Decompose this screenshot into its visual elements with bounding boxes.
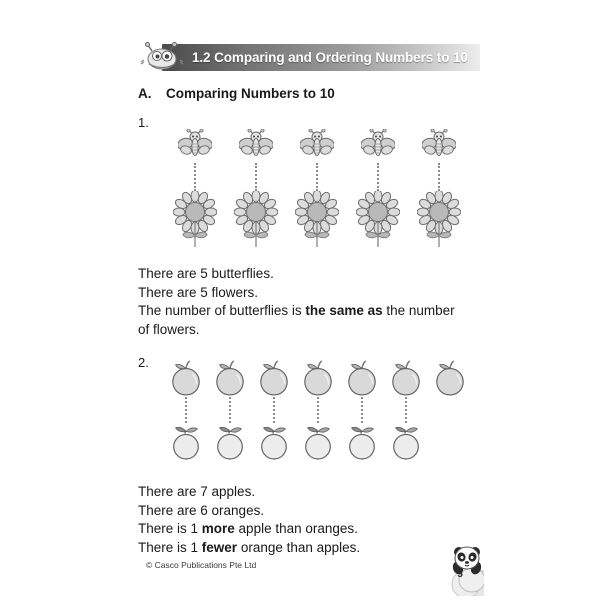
orange-icon	[340, 423, 384, 461]
question-2-statements	[138, 483, 468, 557]
copyright-notice: © Casco Publications Pte Ltd	[146, 560, 257, 570]
statement-text: There is 1	[138, 539, 202, 555]
dotted-connector	[408, 163, 469, 191]
flower-icon	[225, 191, 286, 249]
statement-text: The number of butterflies is	[138, 303, 306, 318]
question-number: 1.	[138, 115, 149, 130]
section-heading	[138, 86, 468, 101]
apple-icon	[296, 359, 340, 397]
connector-row-q2	[164, 397, 468, 423]
chapter-header-bar	[162, 44, 480, 71]
statement-line	[138, 520, 468, 539]
apple-icon	[340, 359, 384, 397]
orange-row	[164, 423, 468, 473]
orange-icon	[384, 423, 428, 461]
statement-text: There is 1	[138, 521, 202, 536]
statement-line: There are 5 flowers.	[138, 284, 259, 300]
butterfly-icon	[225, 129, 286, 163]
dotted-connector	[340, 397, 384, 423]
statement-line: There are 5 butterflies.	[138, 266, 274, 281]
orange-icon	[252, 423, 296, 461]
cartoon-bug-mascot-icon	[140, 42, 184, 74]
dotted-connector	[208, 397, 252, 423]
butterfly-icon	[408, 129, 469, 163]
butterfly-icon	[164, 129, 225, 163]
dotted-connector	[164, 163, 225, 191]
statement-text: the number of flowers.	[138, 303, 455, 337]
orange-icon	[296, 423, 340, 461]
flower-icon	[286, 191, 347, 249]
apple-icon	[428, 359, 472, 397]
butterfly-row	[164, 115, 468, 163]
statement-keyword: more	[201, 521, 235, 536]
statement-line: There are 6 oranges.	[138, 502, 265, 518]
apple-icon	[384, 359, 428, 397]
orange-icon	[164, 423, 208, 461]
chapter-title: 1.2 Comparing and Ordering Numbers to 10	[192, 50, 468, 65]
section-letter: A.	[138, 86, 152, 101]
question-1	[138, 115, 468, 339]
question-1-statements	[138, 265, 468, 339]
question-2-body	[164, 355, 468, 473]
statement-line	[138, 539, 468, 558]
dotted-connector	[252, 397, 296, 423]
section-title: Comparing Numbers to 10	[166, 86, 335, 101]
butterfly-icon	[286, 129, 347, 163]
statement-line: There are 7 apples.	[138, 484, 256, 499]
page-content	[138, 44, 468, 557]
flower-icon	[164, 191, 225, 249]
apple-row	[164, 355, 468, 397]
connector-row-q1	[164, 163, 468, 191]
statement-keyword: the same as	[305, 303, 383, 318]
statement-line	[138, 302, 468, 339]
apple-icon	[164, 359, 208, 397]
page-number: 5	[457, 569, 463, 580]
question-number: 2.	[138, 355, 149, 370]
apple-icon	[252, 359, 296, 397]
butterfly-icon	[347, 129, 408, 163]
orange-icon	[208, 423, 252, 461]
statement-keyword: fewer	[201, 539, 238, 555]
dotted-connector	[347, 163, 408, 191]
statement-text: apple than oranges.	[234, 521, 358, 536]
question-2	[138, 355, 468, 557]
statement-text: orange than apples.	[237, 539, 361, 555]
dotted-connector	[225, 163, 286, 191]
dotted-connector	[164, 397, 208, 423]
flower-row	[164, 191, 468, 253]
dotted-connector	[296, 397, 340, 423]
apple-icon	[208, 359, 252, 397]
flower-icon	[347, 191, 408, 249]
dotted-connector	[384, 397, 428, 423]
flower-icon	[408, 191, 469, 249]
question-1-body	[164, 115, 468, 253]
dotted-connector	[286, 163, 347, 191]
